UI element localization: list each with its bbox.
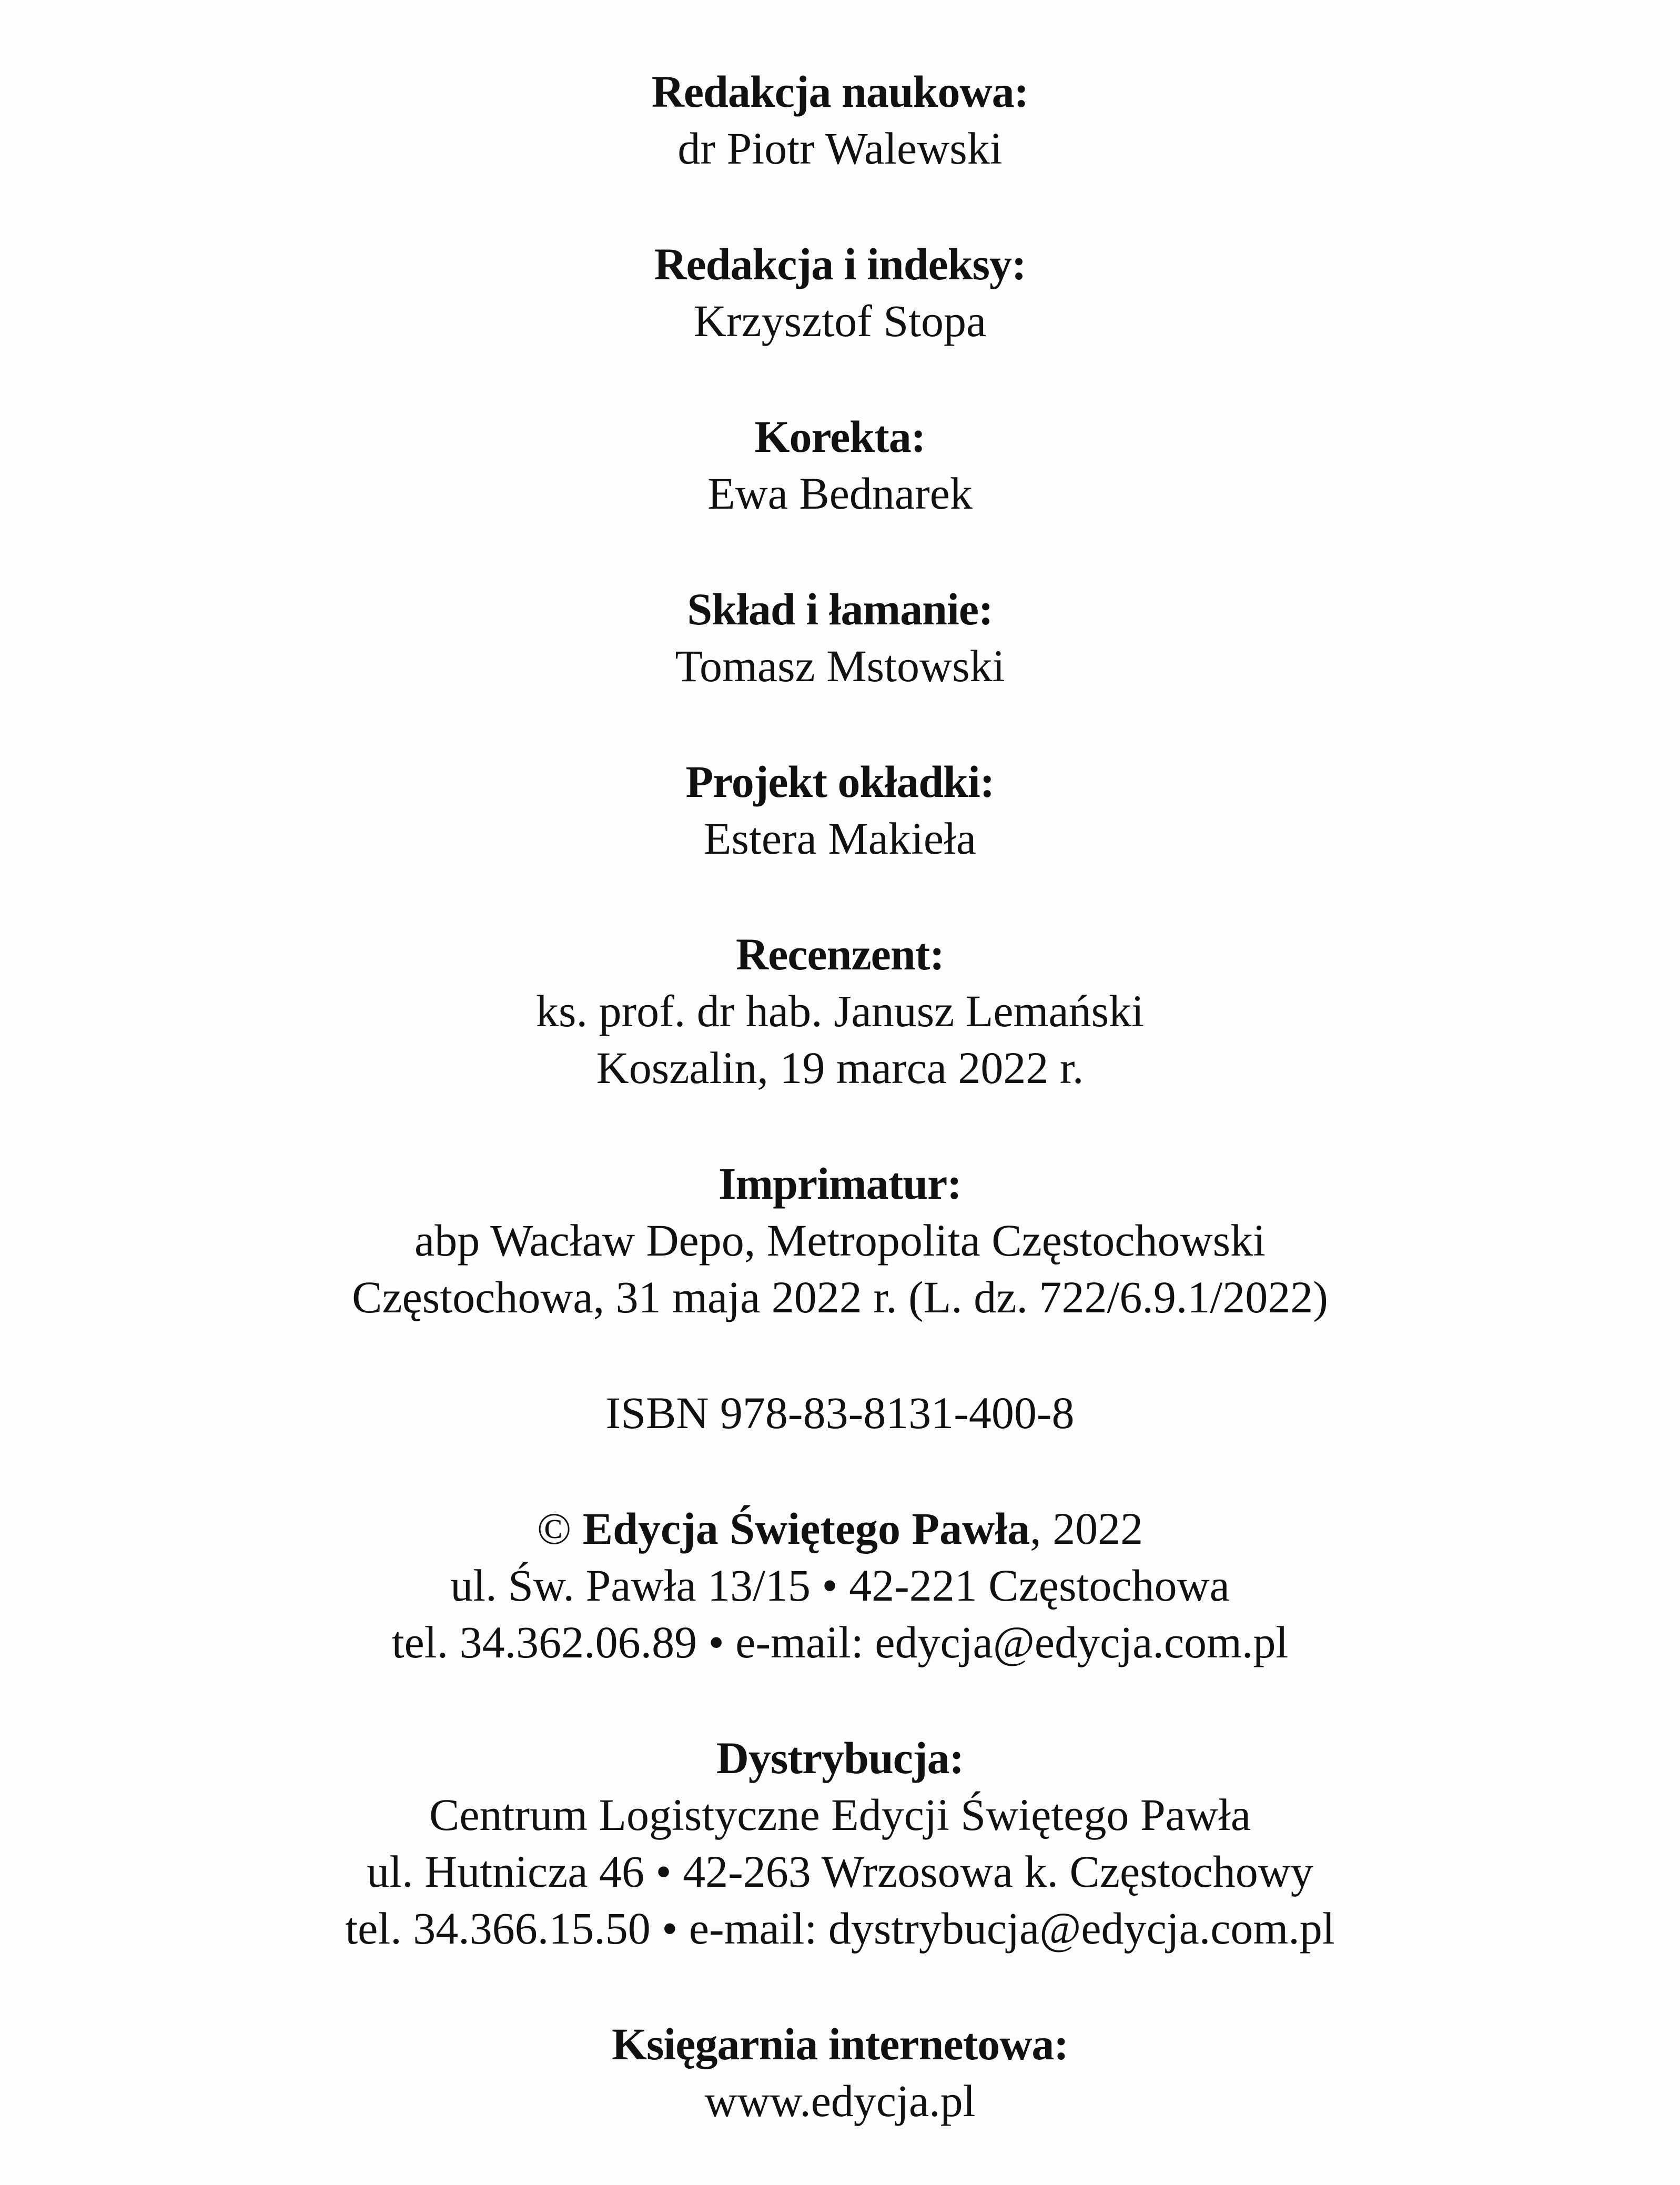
bookstore-url: www.edycja.pl [704,2076,976,2126]
distribution-role: Dystrybucja: [716,1733,964,1783]
credit-typesetting [0,581,1680,694]
credit-proofreading [0,408,1680,522]
credit-person: dr Piotr Walewski [677,123,1003,174]
copyright-year: , 2022 [1030,1503,1143,1554]
isbn: ISBN 978-83-8131-400-8 [605,1388,1075,1438]
copyright-block [0,1500,1680,1671]
publisher-contact: tel. 34.362.06.89 • e-mail: edycja@edycja.com.pl [391,1617,1289,1667]
credit-imprimatur [0,1155,1680,1326]
publisher-name: Edycja Świętego Pawła [582,1503,1030,1554]
credit-role: Imprimatur: [718,1158,962,1209]
distribution-address: ul. Hutnicza 46 • 42-263 Wrzosowa k. Częstochowy [367,1846,1313,1897]
credit-person: Tomasz Mstowski [675,641,1005,691]
credit-person: abp Wacław Depo, Metropolita Częstochowski [414,1215,1266,1266]
credit-editor-indexes [0,236,1680,349]
publisher-address: ul. Św. Pawła 13/15 • 42-221 Częstochowa [450,1560,1230,1611]
distribution-contact: tel. 34.366.15.50 • e-mail: dystrybucja@edycja.com.pl [345,1903,1335,1954]
credit-role: Redakcja i indeksy: [654,239,1026,289]
copyright-line [0,1500,1680,1557]
credit-date: Częstochowa, 31 maja 2022 r. (L. dz. 722/6.9.1/2022) [352,1272,1328,1322]
copyright-symbol: © [537,1503,572,1554]
credit-date: Koszalin, 19 marca 2022 r. [596,1043,1084,1093]
credit-scientific-editor [0,63,1680,177]
credit-role: Redakcja naukowa: [651,66,1029,117]
credit-person: Ewa Bednarek [707,468,973,519]
distribution-name: Centrum Logistyczne Edycji Świętego Pawła [429,1789,1251,1840]
credit-person: Krzysztof Stopa [693,296,987,346]
credit-cover-design [0,753,1680,867]
credit-person: ks. prof. dr hab. Janusz Lemański [536,986,1144,1036]
credit-role: Recenzent: [736,929,944,979]
credit-role: Skład i łamanie: [687,584,993,634]
credit-role: Korekta: [754,411,926,462]
bookstore-block [0,2016,1680,2129]
imprint-column [0,63,1680,2129]
bookstore-role: Księgarnia internetowa: [612,2019,1068,2069]
credit-reviewer [0,926,1680,1096]
distribution-block [0,1729,1680,1957]
credit-person: Estera Makieła [703,813,977,864]
credit-role: Projekt okładki: [685,756,995,807]
